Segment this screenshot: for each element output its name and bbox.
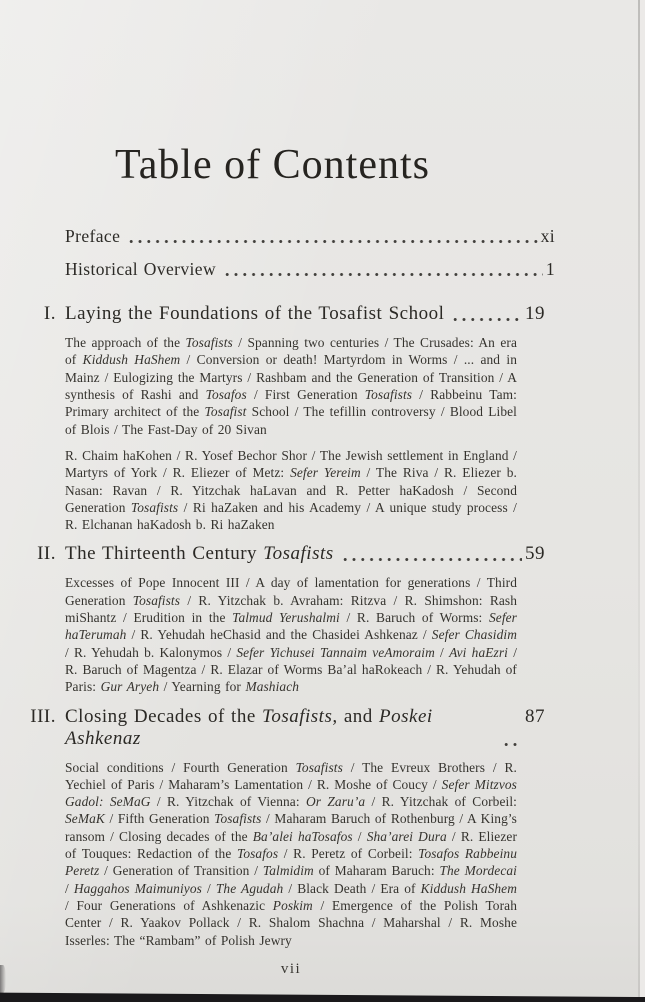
dot-leader <box>129 239 537 244</box>
dot-leader <box>453 317 522 322</box>
toc-entry-page-number: 1 <box>545 259 555 280</box>
toc-entry <box>65 259 555 280</box>
section-heading-row <box>28 543 555 565</box>
section-paragraphs <box>65 334 555 533</box>
dot-leader <box>504 742 522 747</box>
scan-corner-shadow <box>0 965 6 993</box>
section-title: Laying the Foundations of the Tosafist School <box>65 303 445 325</box>
section-description-paragraph: Excesses of Pope Innocent III / A day of lamentation for generations / Third Generation Tosafists / R. Yitzchak b. Avraham: Ritzva / R. Shimshon: Rash miShantz / Erudition in the Talmud Yerushalmi / R. Baruch of Worms: Sefer haTerumah / R. Yehudah heChasid and the Chasidei Ashkenaz / Sefer Chasidim / R. Yehudah b. Kalonymos / Sefer Yichusei Tannaim veAmoraim / Avi haEzri / R. Baruch of Magentza / R. Elazar of Worms Ba’al haRokeach / R. Yehudah of Paris: Gur Aryeh / Yearning for Mashiach <box>65 575 518 695</box>
page-bottom-shadow <box>0 991 645 1002</box>
section-page-number: 59 <box>525 543 545 565</box>
front-matter-list <box>65 226 555 280</box>
page-edge-line <box>638 0 640 1002</box>
section-paragraphs <box>65 574 555 695</box>
toc-section <box>37 543 555 695</box>
toc-entry <box>65 226 555 247</box>
folio-page-number: vii <box>280 960 302 977</box>
toc-section <box>30 705 555 949</box>
section-description-paragraph: The approach of the Tosafists / Spanning two centuries / The Crusades: An era of Kiddush HaShem / Conversion or death! Martyrdom in Worms / ... and in Mainz / Eulogizing the Martyrs / Rashbam and the Generation of Transition / A synthesis of Rashi and Tosafos / First Generation Tosafists / Rabbeinu Tam: Primary architect of the Tosafist School / The tefillin controversy / Blood Libel of Blois / The Fast-Day of 20 Sivan <box>65 335 518 437</box>
section-page-number: 87 <box>525 705 545 727</box>
section-description-paragraph: Social conditions / Fourth Generation Tosafists / The Evreux Brothers / R. Yechiel of Paris / Maharam’s Lamentation / R. Moshe of Coucy / Sefer Mitzvos Gadol: SeMaG / R. Yitzchak of Vienna: Or Zaru’a / R. Yitzchak of Corbeil: SeMaK / Fifth Generation Tosafists / Maharam Baruch of Rothenburg / A King’s ransom / Closing decades of the Ba’alei haTosafos / Sha’arei Dura / R. Eliezer of Touques: Redaction of the Tosafos / R. Peretz of Corbeil: Tosafos Rabbeinu Peretz / Generation of Transition / Talmidim of Maharam Baruch: The Mordecai / Haggahos Maimuniyos / The Agudah / Black Death / Era of Kiddush HaShem / Four Generations of Ashkenazic Poskim / Emergence of the Polish Torah Center / R. Yaakov Pollack / R. Shalom Shachna / Maharshal / R. Moshe Isserles: The “Rambam” of Polish Jewry <box>65 759 517 948</box>
toc-entry-page-number: xi <box>540 226 555 247</box>
section-title: Closing Decades of the Tosafists, and Poskei Ashkenaz <box>65 705 433 749</box>
page-content <box>30 0 555 978</box>
section-numeral: II. <box>37 543 56 565</box>
section-heading-row <box>28 303 555 325</box>
section-numeral: III. <box>30 705 56 727</box>
page-right-edge <box>640 0 645 1002</box>
section-heading-row <box>28 706 555 750</box>
section-title: The Thirteenth Century Tosafists <box>65 543 334 565</box>
section-paragraphs <box>65 759 555 949</box>
toc-entry-label: Preface <box>65 226 121 247</box>
section-description-paragraph: R. Chaim haKohen / R. Yosef Bechor Shor / The Jewish settlement in England / Martyrs of York / R. Eliezer of Metz: Sefer Yereim / The Riva / R. Eliezer b. Nasan: Ravan / R. Yitzchak haLavan and R. Petter haKadosh / Second Generation Tosafists / Ri haZaken and his Academy / A unique study process / R. Elchanan haKadosh b. Ri haZaken <box>65 447 517 533</box>
section-numeral: I. <box>43 303 56 325</box>
page-title: Table of Contents <box>115 142 430 188</box>
toc-section <box>43 303 555 533</box>
section-page-number: 19 <box>525 303 545 325</box>
dot-leader <box>343 557 522 562</box>
sections-list <box>30 303 555 949</box>
toc-entry-label: Historical Overview <box>65 259 216 280</box>
dot-leader <box>225 272 543 277</box>
